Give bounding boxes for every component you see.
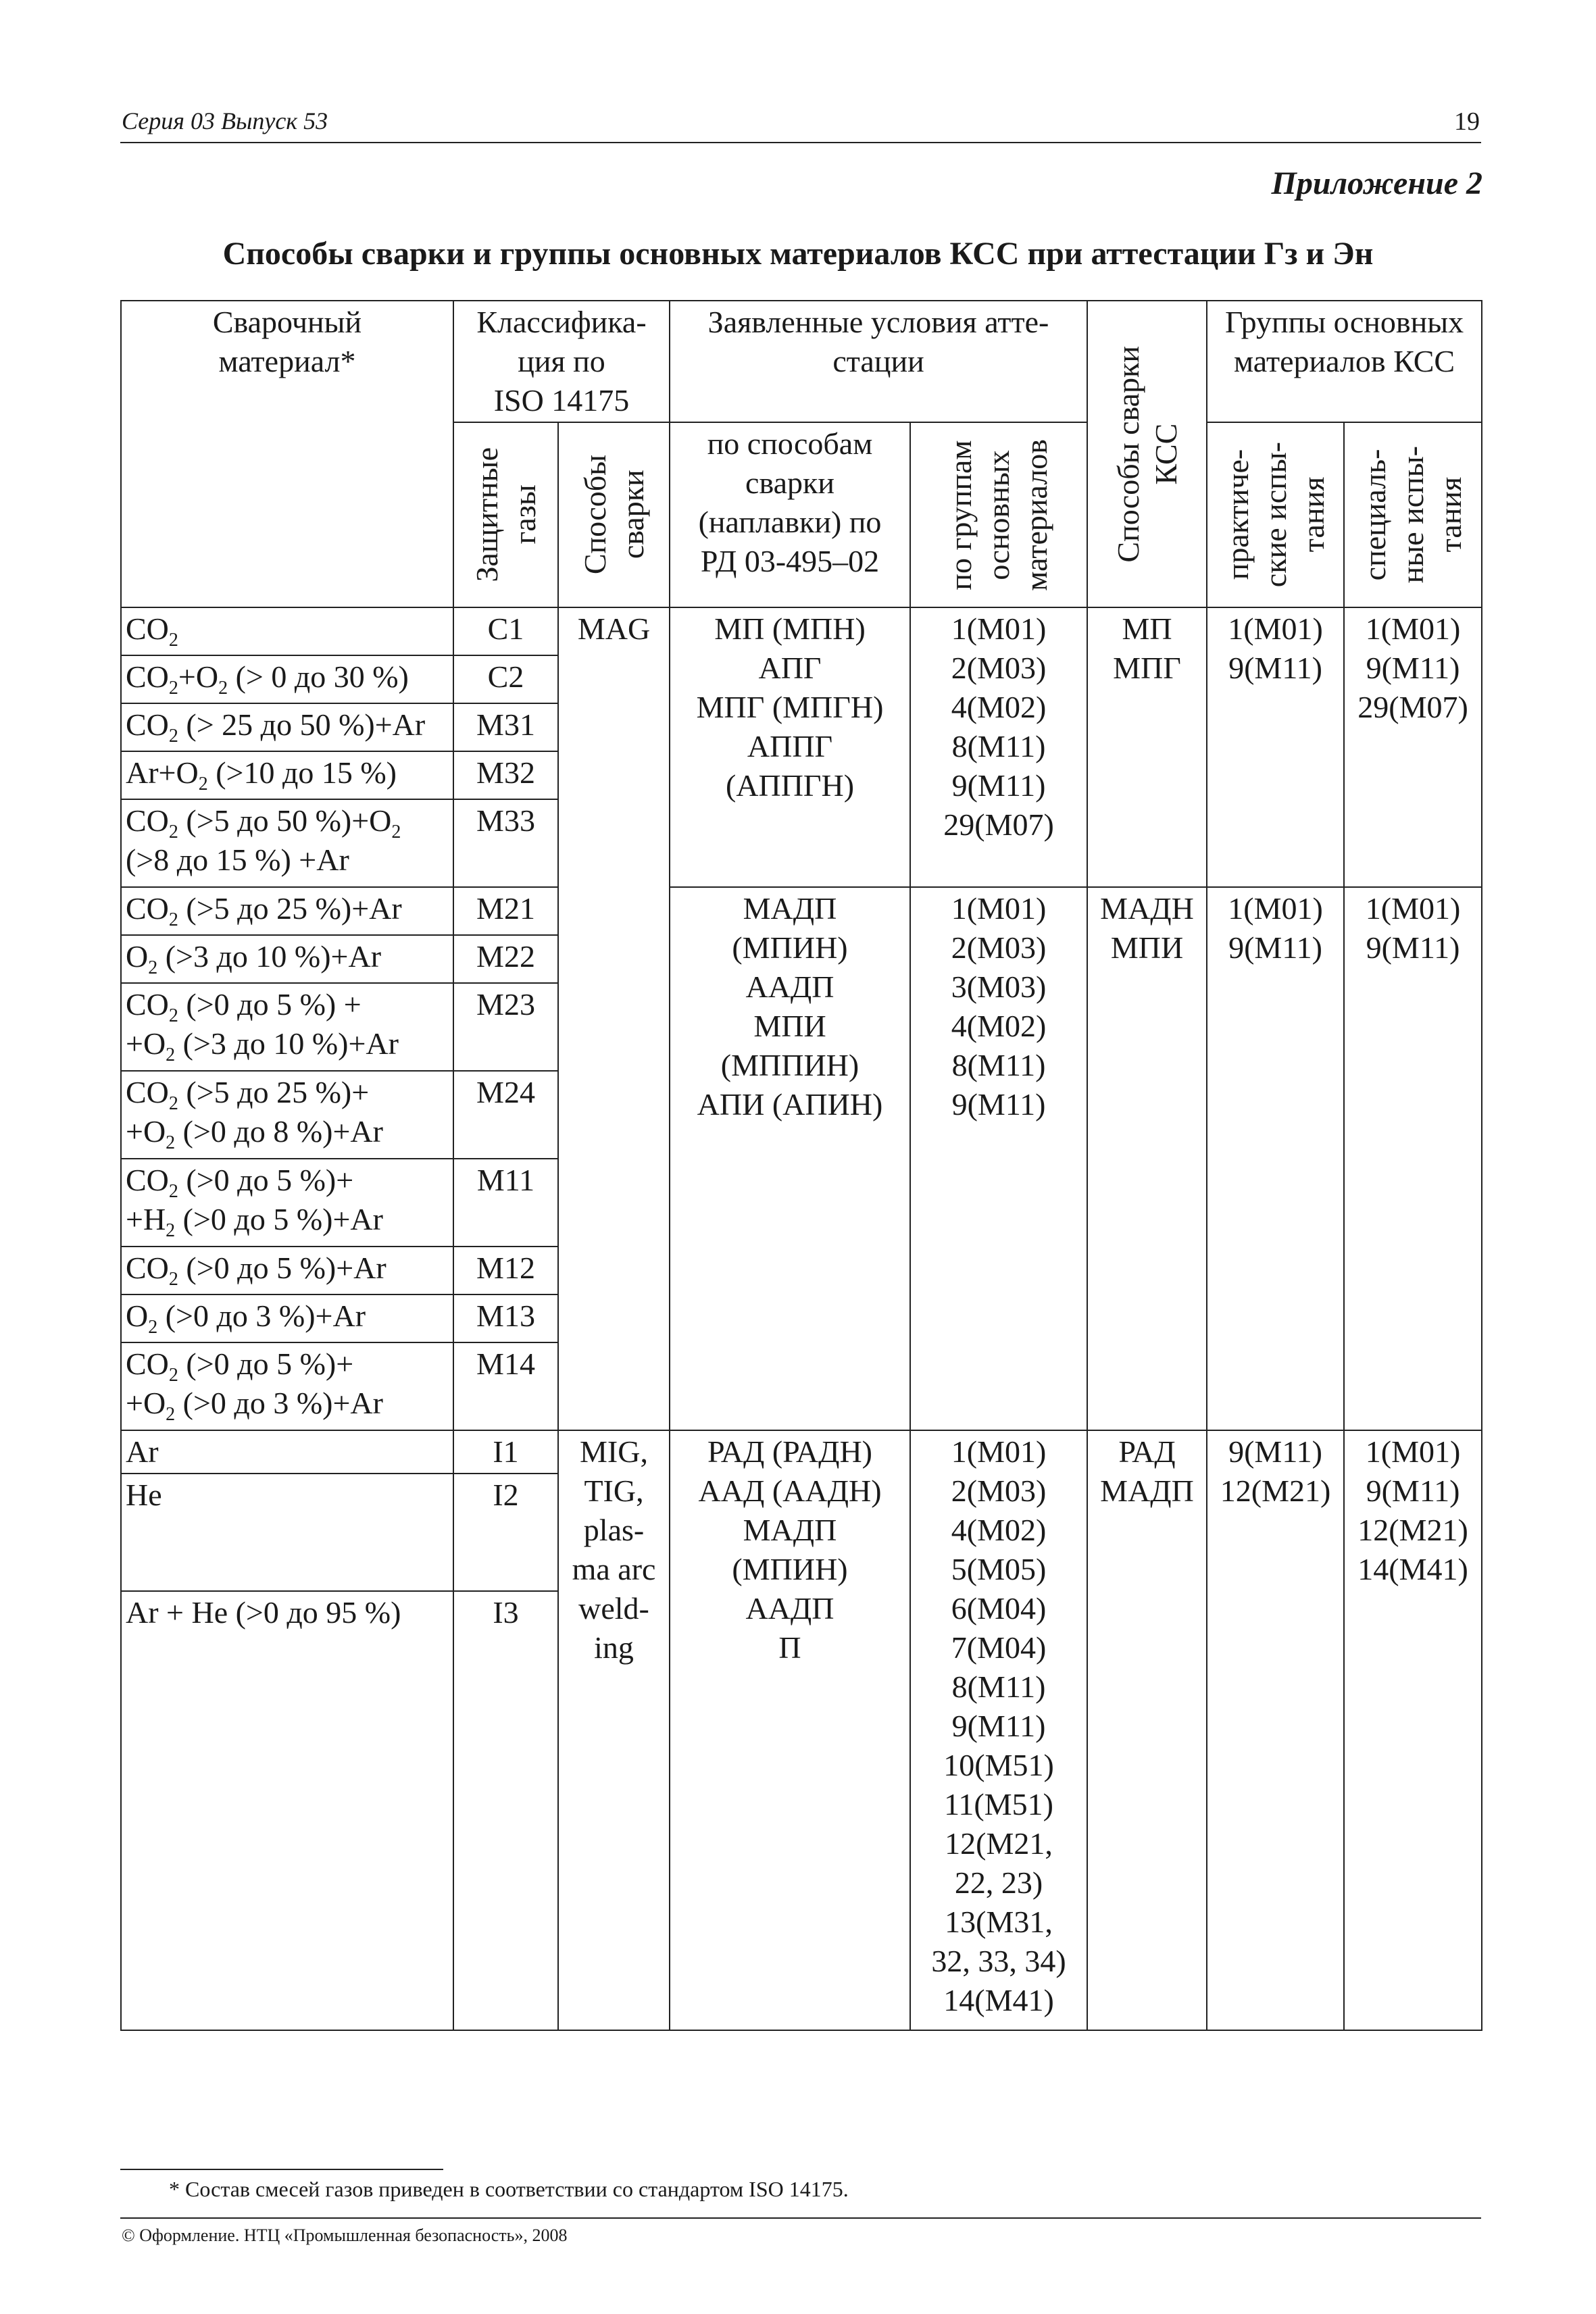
copyright: © Оформление. НТЦ «Промышленная безопасность», 2008 [122, 2225, 568, 2245]
text-line: МПИ [1110, 930, 1184, 965]
text-line: weld- [578, 1591, 649, 1626]
text-line: газы [507, 484, 542, 545]
header-divider [120, 142, 1481, 143]
text-line: ma arc [572, 1552, 656, 1586]
by-methods-group-1 [670, 607, 910, 887]
text-line: plas- [583, 1513, 645, 1547]
material-cell [121, 1159, 453, 1247]
text-line: 4(М02) [951, 690, 1047, 724]
code-cell: M21 [453, 887, 558, 935]
text-line: 2(М03) [951, 1474, 1047, 1508]
header-methods [558, 422, 670, 607]
by-methods-group-2 [670, 887, 910, 1430]
header-shielding-gases [453, 422, 558, 607]
text-line: 8(М11) [951, 729, 1046, 763]
table-row [121, 1430, 1482, 1474]
text-line: 1(М01) [951, 611, 1047, 646]
code-cell: M31 [453, 703, 558, 751]
text-line: сварки [615, 470, 650, 559]
text-line: 4(М02) [951, 1513, 1047, 1547]
page-title: Способы сварки и группы основных материалов КСС при аттестации Гз и Эн [222, 236, 1374, 272]
text-line: практиче- [1220, 449, 1255, 580]
appendix-label: Приложение 2 [1271, 166, 1482, 201]
code-cell: M32 [453, 751, 558, 799]
material-line: $O_2$ (>3 до 10 %)+Ar [126, 939, 382, 978]
code-cell: M23 [453, 983, 558, 1071]
text-line: 12(М21) [1357, 1513, 1468, 1547]
material-cell [121, 1294, 453, 1342]
text-line: 9(М11) [1366, 651, 1460, 685]
text-line: 2(М03) [951, 651, 1047, 685]
text-line: Группы основных [1224, 305, 1464, 339]
text-line: ция по [518, 344, 605, 378]
header-declared-conditions [670, 301, 1087, 422]
text-line: 1(М01) [951, 891, 1047, 926]
text-line: 32, 33, 34) [931, 1944, 1066, 1978]
text-line: 10(М51) [943, 1748, 1054, 1782]
material-line: $CO_2$ (>0 до 5 %)+ [126, 1347, 354, 1386]
code-cell: M24 [453, 1071, 558, 1159]
material-line: $+H_2$ (>0 до 5 %)+Ar [126, 1202, 383, 1241]
text-line: АПИ (АПИН) [697, 1087, 883, 1122]
text-line: МАДН [1100, 891, 1194, 926]
text-line: 8(М11) [951, 1669, 1046, 1704]
text-line: Защитные [469, 447, 504, 582]
series-label: Серия 03 Выпуск 53 [122, 107, 328, 134]
text-line: MIG, [580, 1434, 648, 1469]
code-cell: M14 [453, 1342, 558, 1430]
text-line: Способы сварки [1110, 345, 1145, 563]
material-cell [121, 751, 453, 799]
material-line: $Ar+O_2$ (>10 до 15 %) [126, 755, 397, 795]
text-line: 29(М07) [1357, 690, 1468, 724]
text-line: ISO 14175 [493, 383, 630, 418]
code-cell: M13 [453, 1294, 558, 1342]
header-classification [453, 301, 670, 422]
text-line: МПГ (МПГН) [696, 690, 884, 724]
text-line: тания [1295, 477, 1330, 553]
material-line: (>8 до 15 %) +Ar [126, 842, 349, 877]
text-line: Сварочный [212, 305, 362, 339]
text-line: (наплавки) по [698, 505, 882, 539]
text-line: материалов КСС [1234, 344, 1455, 378]
text-line: тания [1433, 477, 1468, 553]
text-line: ААДП [745, 1591, 834, 1626]
text-line: ing [594, 1630, 634, 1665]
material-line: $CO_2$ [126, 611, 178, 651]
material-cell [121, 1474, 453, 1591]
code-cell: C1 [453, 607, 558, 655]
text-line: 9(М11) [1228, 930, 1322, 965]
text-line: Классифика- [476, 305, 647, 339]
footnote: * Состав смесей газов приведен в соответствии со стандартом ISO 14175. [169, 2177, 849, 2201]
text-line: 1(М01) [1365, 891, 1461, 926]
material-line: $CO_2$ (>5 до 50 $\%)+O_2$ [126, 803, 401, 842]
footer-divider [120, 2217, 1481, 2219]
text-line: специаль- [1357, 449, 1393, 581]
text-line: по способам [707, 426, 873, 461]
table-row [121, 887, 1482, 935]
text-line: 1(М01) [1365, 1434, 1461, 1469]
material-cell [121, 1071, 453, 1159]
by-groups-group-3 [910, 1430, 1087, 2030]
practical-group-1 [1207, 607, 1344, 887]
text-line: 9(М11) [951, 768, 1046, 803]
text-line: 3(М03) [951, 970, 1047, 1004]
text-line: основных [981, 449, 1016, 580]
material-cell [121, 607, 453, 655]
material-cell [121, 1430, 453, 1474]
material-cell [121, 983, 453, 1071]
material-line: $CO_2$ (>0 до 5 %)+Ar [126, 1251, 386, 1290]
text-line: 9(М11) [1366, 930, 1460, 965]
text-line: 12(М21, [945, 1826, 1053, 1861]
method-mag: MAG [558, 607, 670, 1430]
material-cell [121, 1591, 453, 2030]
text-line: 11(М51) [944, 1787, 1053, 1821]
material-line: He [126, 1478, 162, 1512]
text-line: МАДП [1100, 1474, 1194, 1508]
text-line: 1(М01) [1228, 611, 1323, 646]
material-line: Ar + He (>0 до 95 %) [126, 1595, 401, 1630]
material-cell [121, 1342, 453, 1430]
material-cell [121, 1247, 453, 1294]
text-line: материал* [218, 344, 356, 378]
code-cell: M33 [453, 799, 558, 887]
text-line: 9(М11) [1228, 651, 1322, 685]
text-line: 1(М01) [1228, 891, 1323, 926]
text-line: сварки [745, 466, 834, 500]
special-group-2 [1344, 887, 1482, 1430]
code-cell: M11 [453, 1159, 558, 1247]
header-by-groups [910, 422, 1087, 607]
text-line: (АППГН) [725, 768, 855, 803]
table-row [121, 607, 1482, 655]
text-line: 9(М11) [951, 1087, 1046, 1122]
text-line: 14(М41) [943, 1983, 1054, 2017]
footnote-divider [120, 2169, 443, 2170]
text-line: 6(М04) [951, 1591, 1047, 1626]
material-line: $+O_2$ (>0 до 8 %)+Ar [126, 1114, 383, 1153]
header-special-tests [1344, 422, 1482, 607]
material-line: $CO_2$ (>5 до 25 %)+Ar [126, 891, 402, 930]
material-line: $+O_2$ (>3 до 10 %)+Ar [126, 1026, 399, 1065]
text-line: по группам [943, 439, 978, 590]
method-mig [558, 1430, 670, 2030]
by-groups-group-2 [910, 887, 1087, 1430]
text-line: МАДП [743, 891, 837, 926]
text-line: (МППИН) [720, 1048, 859, 1082]
special-group-3 [1344, 1430, 1482, 2030]
text-line: 5(М05) [951, 1552, 1047, 1586]
code-cell: C2 [453, 655, 558, 703]
text-line: АППГ [747, 729, 833, 763]
special-group-1 [1344, 607, 1482, 887]
text-line: КСС [1148, 423, 1183, 485]
text-line: ААДП [745, 970, 834, 1004]
text-line: ААД (ААДН) [698, 1474, 882, 1508]
code-cell: I2 [453, 1474, 558, 1591]
practical-group-2 [1207, 887, 1344, 1430]
header-welding-material [121, 301, 453, 607]
material-line: $CO_2$ (>0 до 5 %)+ [126, 1163, 354, 1202]
material-line: $O_2$ (>0 до 3 %)+Ar [126, 1299, 366, 1338]
text-line: 8(М11) [951, 1048, 1046, 1082]
header-base-groups [1207, 301, 1482, 422]
code-cell: I3 [453, 1591, 558, 2030]
text-line: МАДП [743, 1513, 837, 1547]
text-line: 7(М04) [951, 1630, 1047, 1665]
text-line: материалов [1019, 438, 1054, 591]
material-line: $CO_2$ (> 25 до 50 %)+Ar [126, 707, 426, 747]
material-line: Ar [126, 1434, 159, 1469]
kss-group-3 [1087, 1430, 1207, 2030]
text-line: 9(М11) [1228, 1434, 1322, 1469]
material-cell [121, 655, 453, 703]
text-line: ные испы- [1395, 446, 1430, 584]
text-line: 13(М31, [945, 1905, 1053, 1939]
material-cell [121, 799, 453, 887]
text-line: 4(М02) [951, 1009, 1047, 1043]
text-line: РАД (РАДН) [707, 1434, 872, 1469]
practical-group-3 [1207, 1430, 1344, 2030]
text-line: 9(М11) [951, 1709, 1046, 1743]
text-line: П [778, 1630, 801, 1665]
header-kss-methods [1087, 301, 1207, 607]
text-line: 22, 23) [954, 1865, 1043, 1900]
text-line: 9(М11) [1366, 1474, 1460, 1508]
text-line: (МПИН) [732, 1552, 848, 1586]
text-line: Способы [577, 455, 612, 575]
header-practical-tests [1207, 422, 1344, 607]
text-line: 14(М41) [1357, 1552, 1468, 1586]
text-line: РАД [1118, 1434, 1176, 1469]
text-line: 1(М01) [1365, 611, 1461, 646]
text-line: МПГ [1113, 651, 1181, 685]
code-cell: M22 [453, 935, 558, 983]
kss-group-1 [1087, 607, 1207, 887]
material-cell [121, 887, 453, 935]
header-by-methods [670, 422, 910, 607]
text-line: ские испы- [1257, 442, 1293, 588]
text-line: 1(М01) [951, 1434, 1047, 1469]
text-line: МП [1122, 611, 1172, 646]
page-number: 19 [1454, 107, 1480, 136]
by-groups-group-1 [910, 607, 1087, 887]
text-line: МПИ [753, 1009, 826, 1043]
text-line: 12(М21) [1220, 1474, 1331, 1508]
material-cell [121, 703, 453, 751]
material-line: $CO_2+O_2$ (> 0 до 30 %) [126, 659, 409, 699]
text-line: РД 03-495–02 [700, 544, 880, 578]
welding-table [120, 300, 1482, 2031]
text-line: 2(М03) [951, 930, 1047, 965]
by-methods-group-3 [670, 1430, 910, 2030]
code-cell: M12 [453, 1247, 558, 1294]
text-line: МП (МПН) [714, 611, 866, 646]
text-line: стации [832, 344, 924, 378]
text-line: Заявленные условия атте- [707, 305, 1049, 339]
text-line: TIG, [584, 1474, 644, 1508]
material-cell [121, 935, 453, 983]
text-line: 29(М07) [943, 807, 1054, 842]
text-line: (МПИН) [732, 930, 848, 965]
material-line: $CO_2$ (>5 до 25 %)+ [126, 1075, 370, 1114]
text-line: АПГ [758, 651, 822, 685]
code-cell: I1 [453, 1430, 558, 1474]
kss-group-2 [1087, 887, 1207, 1430]
material-line: $+O_2$ (>0 до 3 %)+Ar [126, 1386, 383, 1425]
material-line: $CO_2$ (>0 до 5 %) + [126, 987, 361, 1026]
